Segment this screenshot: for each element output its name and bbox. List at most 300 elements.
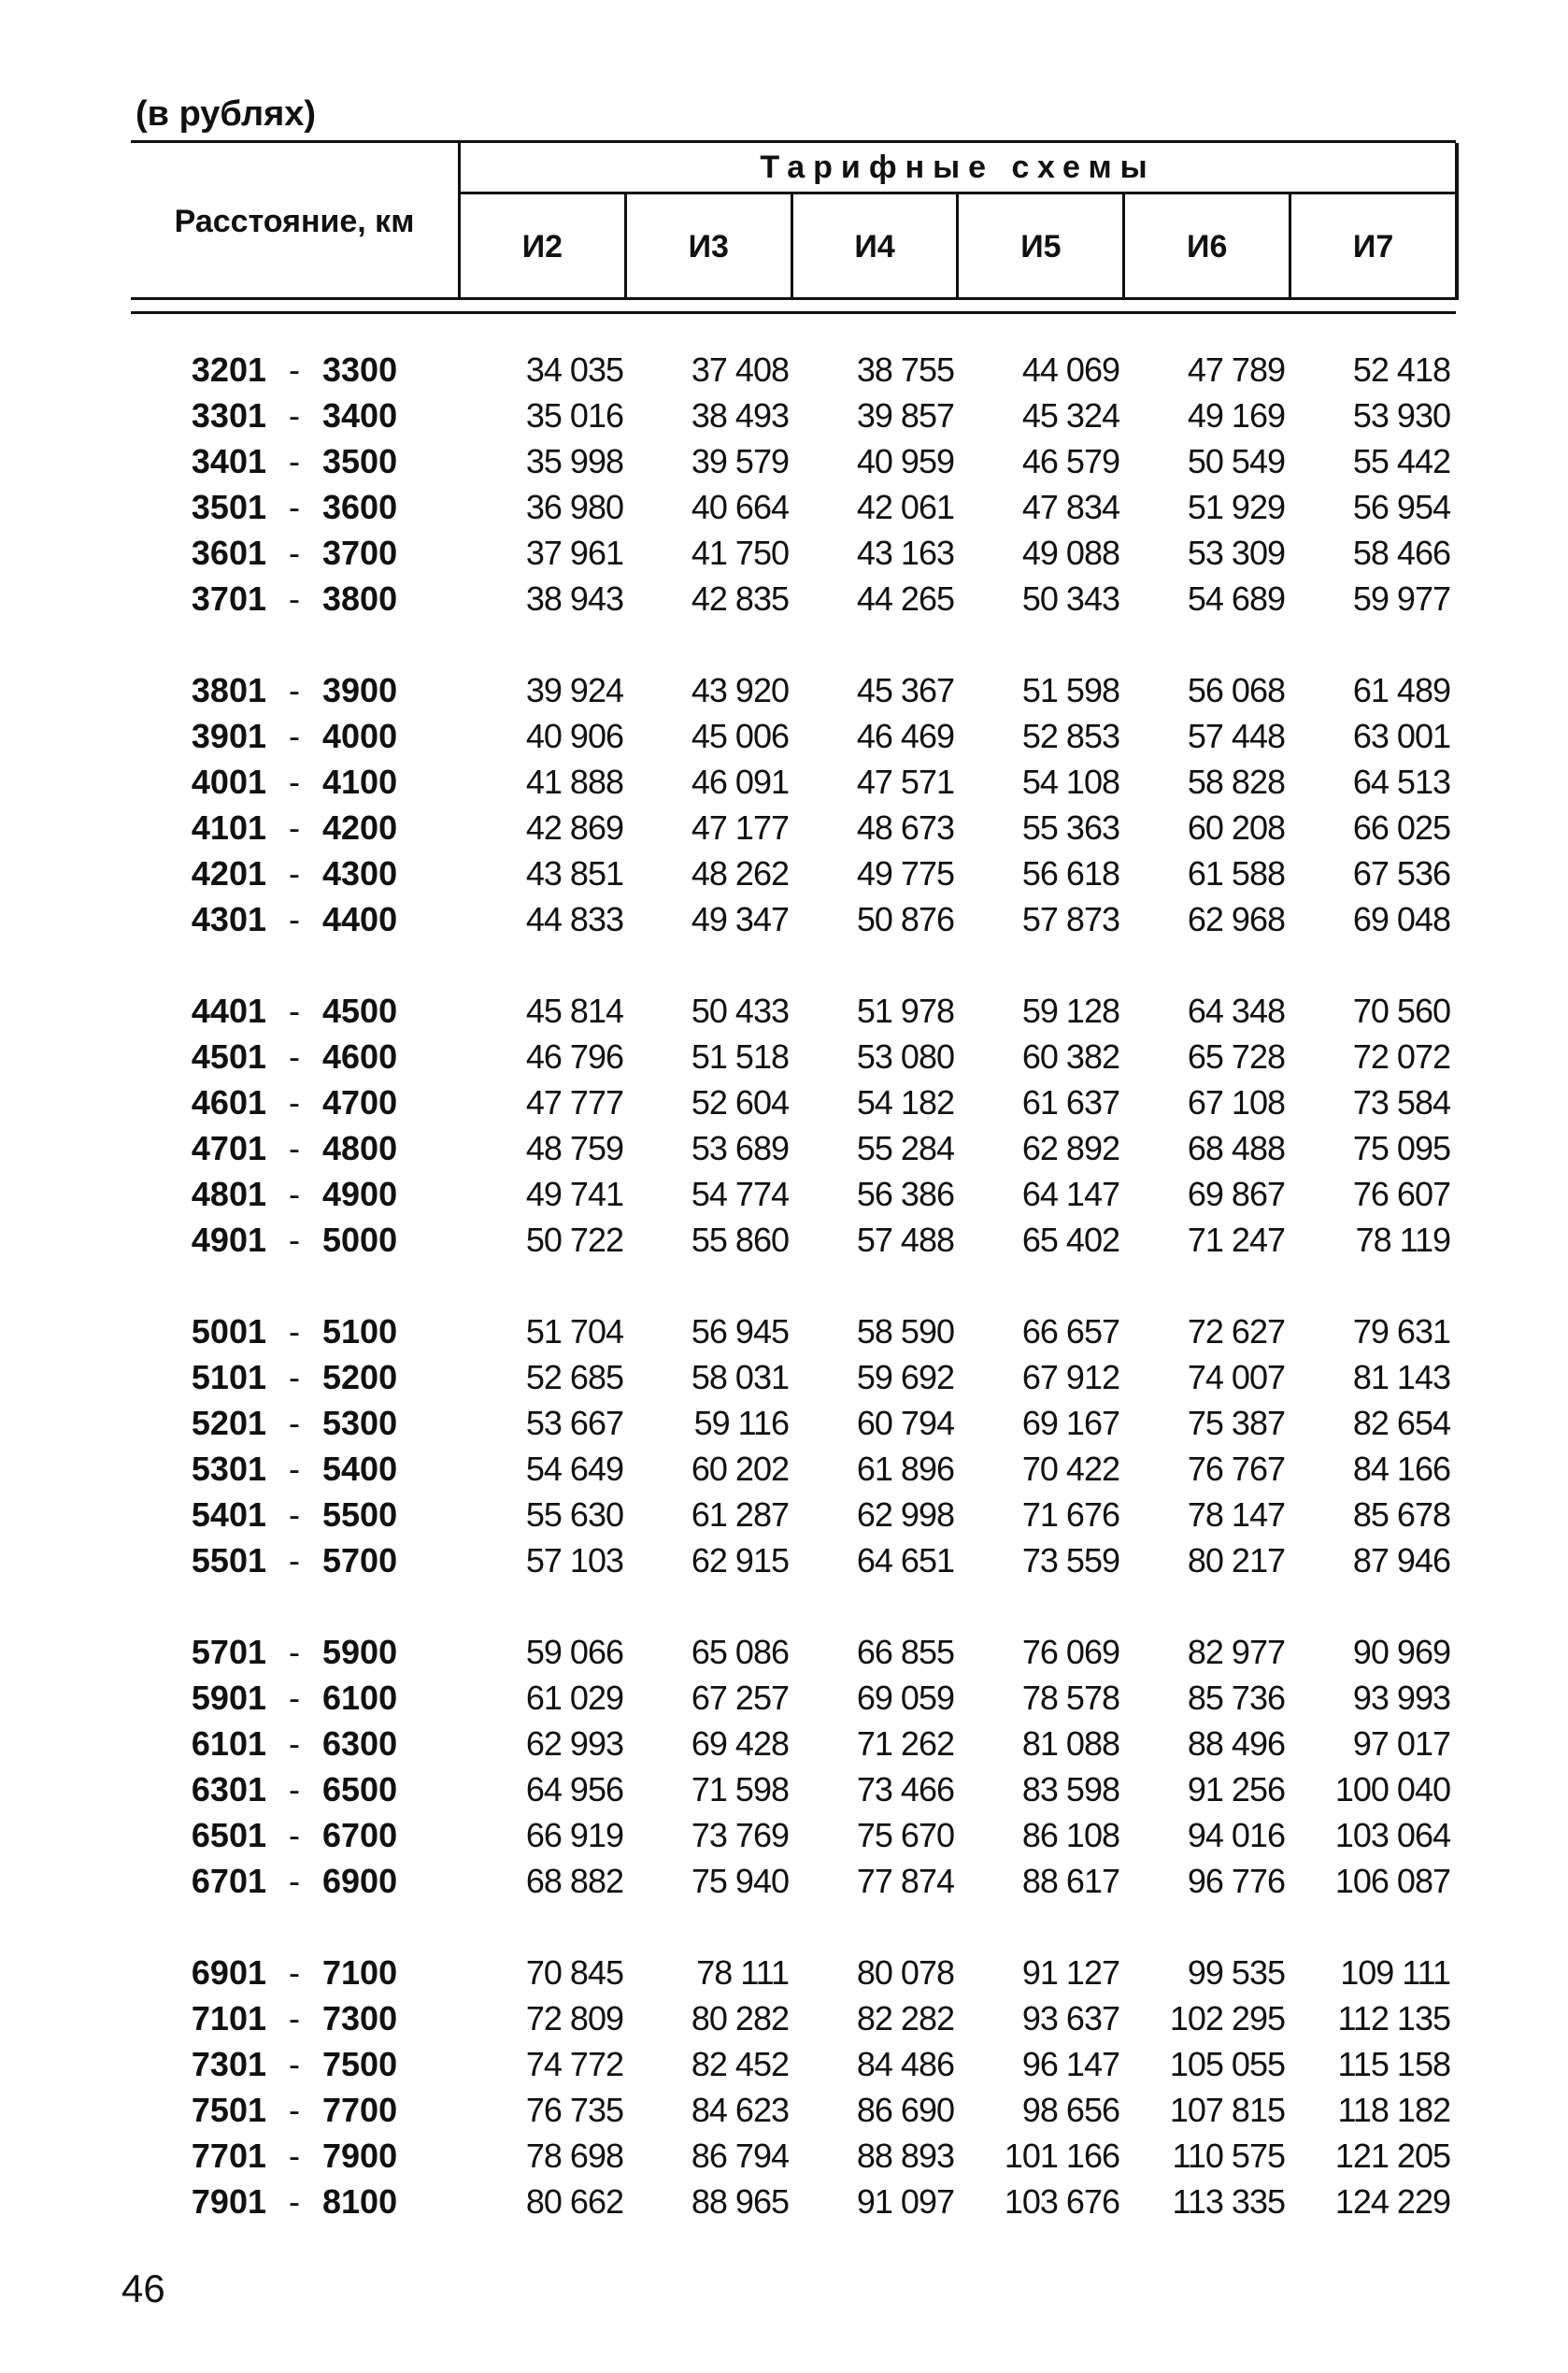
tariff-value-cell: 39 924 bbox=[525, 670, 623, 709]
row-group bbox=[131, 988, 1456, 1263]
range-to: 5700 bbox=[322, 1540, 398, 1580]
tariff-value-cell: 67 912 bbox=[1021, 1357, 1119, 1396]
range-to: 5200 bbox=[322, 1357, 398, 1396]
range-dash: - bbox=[289, 853, 300, 893]
distance-range bbox=[131, 1816, 458, 1855]
range-from: 6301 bbox=[191, 1769, 266, 1808]
table-row bbox=[131, 1492, 1456, 1537]
tariff-value-cell: 50 433 bbox=[691, 991, 789, 1030]
tariff-value-cell: 53 689 bbox=[691, 1128, 789, 1167]
tariff-value-cell: 62 998 bbox=[856, 1494, 954, 1534]
distance-range bbox=[131, 1404, 458, 1443]
tariff-value-cell: 63 001 bbox=[1352, 716, 1450, 755]
tariff-value-cell: 109 111 bbox=[1340, 1952, 1450, 1992]
tariff-value-cell: 54 774 bbox=[691, 1174, 789, 1213]
tariff-value-cell: 60 794 bbox=[856, 1403, 954, 1442]
range-from: 4401 bbox=[191, 991, 266, 1030]
tariff-value-cell: 59 066 bbox=[525, 1632, 623, 1671]
tariff-value-cell: 35 998 bbox=[525, 441, 623, 480]
tariff-value-cell: 48 759 bbox=[525, 1128, 623, 1167]
tariff-value-cell: 75 387 bbox=[1187, 1403, 1285, 1442]
range-from: 4501 bbox=[191, 1036, 266, 1076]
table-row bbox=[131, 347, 1456, 393]
range-dash: - bbox=[289, 1036, 300, 1076]
tariff-value-cell: 50 549 bbox=[1187, 441, 1285, 480]
tariff-value-cell: 71 598 bbox=[691, 1769, 789, 1808]
range-dash: - bbox=[289, 1723, 300, 1763]
tariff-value-cell: 43 851 bbox=[525, 853, 623, 893]
tariff-value-cell: 81 088 bbox=[1021, 1723, 1119, 1763]
row-group bbox=[131, 347, 1456, 622]
distance-range bbox=[131, 1953, 458, 1993]
table-row bbox=[131, 1354, 1456, 1400]
tariff-value-cell: 84 486 bbox=[856, 2044, 954, 2083]
tariff-value-cell: 61 489 bbox=[1352, 670, 1450, 709]
range-from: 3401 bbox=[191, 441, 266, 480]
range-to: 6500 bbox=[322, 1769, 398, 1808]
range-from: 4801 bbox=[191, 1174, 266, 1213]
table-row bbox=[131, 759, 1456, 805]
header-double-rule bbox=[131, 297, 1456, 314]
column-header-i4: И4 bbox=[791, 194, 957, 300]
table-row bbox=[131, 438, 1456, 484]
range-from: 3601 bbox=[191, 533, 266, 572]
tariff-value-cell: 72 072 bbox=[1352, 1036, 1450, 1076]
table-row bbox=[131, 576, 1456, 622]
tariff-value-cell: 121 205 bbox=[1334, 2136, 1450, 2175]
tariff-value-cell: 53 667 bbox=[525, 1403, 623, 1442]
row-group bbox=[131, 1629, 1456, 1904]
tariff-table-body bbox=[131, 347, 1456, 2270]
tariff-value-cell: 36 980 bbox=[525, 487, 623, 526]
tariff-value-cell: 86 108 bbox=[1021, 1815, 1119, 1854]
table-row bbox=[131, 1217, 1456, 1263]
tariff-value-cell: 64 147 bbox=[1021, 1174, 1119, 1213]
distance-range bbox=[131, 534, 458, 573]
distance-range bbox=[131, 1862, 458, 1901]
tariff-value-cell: 52 418 bbox=[1352, 350, 1450, 389]
tariff-value-cell: 54 108 bbox=[1021, 762, 1119, 801]
column-header-i5: И5 bbox=[956, 194, 1122, 300]
tariff-value-cell: 74 772 bbox=[525, 2044, 623, 2083]
range-to: 4200 bbox=[322, 808, 398, 847]
distance-range bbox=[131, 2045, 458, 2084]
range-dash: - bbox=[289, 1769, 300, 1808]
tariff-value-cell: 96 776 bbox=[1187, 1861, 1285, 1900]
range-dash: - bbox=[289, 579, 300, 618]
tariff-value-cell: 66 025 bbox=[1352, 808, 1450, 847]
tariff-value-cell: 64 513 bbox=[1352, 762, 1450, 801]
tariff-value-cell: 66 919 bbox=[525, 1815, 623, 1854]
tariff-value-cell: 65 402 bbox=[1021, 1220, 1119, 1259]
tariff-value-cell: 54 689 bbox=[1187, 579, 1285, 618]
range-dash: - bbox=[289, 808, 300, 847]
tariff-value-cell: 55 630 bbox=[525, 1494, 623, 1534]
tariff-value-cell: 85 736 bbox=[1187, 1678, 1285, 1717]
tariff-value-cell: 78 111 bbox=[696, 1952, 789, 1992]
distance-range bbox=[131, 442, 458, 481]
tariff-value-cell: 83 598 bbox=[1021, 1769, 1119, 1808]
tariff-value-cell: 49 347 bbox=[691, 899, 789, 938]
tariff-value-cell: 48 673 bbox=[856, 808, 954, 847]
tariff-value-cell: 78 578 bbox=[1021, 1678, 1119, 1717]
tariff-value-cell: 55 284 bbox=[856, 1128, 954, 1167]
tariff-value-cell: 52 604 bbox=[691, 1082, 789, 1122]
tariff-value-cell: 93 637 bbox=[1021, 1998, 1119, 2037]
tariff-value-cell: 38 943 bbox=[525, 579, 623, 618]
tariff-value-cell: 47 789 bbox=[1187, 350, 1285, 389]
tariff-value-cell: 56 386 bbox=[856, 1174, 954, 1213]
distance-range bbox=[131, 2182, 458, 2222]
range-from: 4001 bbox=[191, 762, 266, 801]
tariff-value-cell: 49 741 bbox=[525, 1174, 623, 1213]
tariff-value-cell: 58 466 bbox=[1352, 533, 1450, 572]
tariff-value-cell: 72 627 bbox=[1187, 1311, 1285, 1351]
range-to: 5000 bbox=[322, 1220, 398, 1259]
range-to: 6100 bbox=[322, 1678, 398, 1717]
tariff-value-cell: 43 920 bbox=[691, 670, 789, 709]
tariff-value-cell: 88 496 bbox=[1187, 1723, 1285, 1763]
table-row bbox=[131, 1034, 1456, 1079]
table-row bbox=[131, 2041, 1456, 2087]
range-to: 7900 bbox=[322, 2136, 398, 2175]
tariff-value-cell: 112 135 bbox=[1337, 1998, 1450, 2037]
tariff-value-cell: 38 755 bbox=[856, 350, 954, 389]
range-from: 6901 bbox=[191, 1952, 266, 1992]
tariff-value-cell: 61 029 bbox=[525, 1678, 623, 1717]
range-from: 4301 bbox=[191, 899, 266, 938]
tariff-value-cell: 62 915 bbox=[691, 1540, 789, 1580]
tariff-value-cell: 39 579 bbox=[691, 441, 789, 480]
range-dash: - bbox=[289, 2136, 300, 2175]
tariff-value-cell: 67 108 bbox=[1187, 1082, 1285, 1122]
tariff-value-cell: 56 068 bbox=[1187, 670, 1285, 709]
tariff-value-cell: 67 536 bbox=[1352, 853, 1450, 893]
tariff-value-cell: 66 855 bbox=[856, 1632, 954, 1671]
tariff-value-cell: 46 796 bbox=[525, 1036, 623, 1076]
tariff-value-cell: 53 309 bbox=[1187, 533, 1285, 572]
range-to: 7500 bbox=[322, 2044, 398, 2083]
tariff-value-cell: 50 343 bbox=[1021, 579, 1119, 618]
tariff-value-cell: 76 735 bbox=[525, 2090, 623, 2129]
range-from: 5101 bbox=[191, 1357, 266, 1396]
table-row bbox=[131, 1079, 1456, 1125]
range-from: 5201 bbox=[191, 1403, 266, 1442]
range-dash: - bbox=[289, 1311, 300, 1351]
tariff-value-cell: 37 408 bbox=[691, 350, 789, 389]
tariff-value-cell: 46 469 bbox=[856, 716, 954, 755]
range-dash: - bbox=[289, 1632, 300, 1671]
range-dash: - bbox=[289, 1357, 300, 1396]
tariff-value-cell: 87 946 bbox=[1352, 1540, 1450, 1580]
column-header-i2: И2 bbox=[521, 229, 563, 264]
range-dash: - bbox=[289, 350, 300, 389]
table-row bbox=[131, 1308, 1456, 1354]
tariff-value-cell: 61 287 bbox=[691, 1494, 789, 1534]
tariff-value-cell: 66 657 bbox=[1021, 1311, 1119, 1351]
range-to: 4500 bbox=[322, 991, 398, 1030]
range-dash: - bbox=[289, 1678, 300, 1717]
range-dash: - bbox=[289, 395, 300, 435]
tariff-value-cell: 58 031 bbox=[691, 1357, 789, 1396]
range-to: 3900 bbox=[322, 670, 398, 709]
tariff-value-cell: 47 834 bbox=[1021, 487, 1119, 526]
range-to: 3700 bbox=[322, 533, 398, 572]
tariff-value-cell: 84 623 bbox=[691, 2090, 789, 2129]
tariff-value-cell: 40 906 bbox=[525, 716, 623, 755]
range-dash: - bbox=[289, 1449, 300, 1488]
tariff-value-cell: 88 893 bbox=[856, 2136, 954, 2175]
tariff-value-cell: 80 217 bbox=[1187, 1540, 1285, 1580]
range-from: 6701 bbox=[191, 1861, 266, 1900]
range-from: 5501 bbox=[191, 1540, 266, 1580]
tariff-value-cell: 73 769 bbox=[691, 1815, 789, 1854]
tariff-value-cell: 46 579 bbox=[1021, 441, 1119, 480]
tariff-value-cell: 80 078 bbox=[856, 1952, 954, 1992]
range-to: 3400 bbox=[322, 395, 398, 435]
tariff-value-cell: 82 282 bbox=[856, 1998, 954, 2037]
distance-range bbox=[131, 854, 458, 893]
range-to: 5100 bbox=[322, 1311, 398, 1351]
distance-range bbox=[131, 1541, 458, 1580]
tariff-value-cell: 75 940 bbox=[691, 1861, 789, 1900]
range-dash: - bbox=[289, 670, 300, 709]
tariff-value-cell: 93 993 bbox=[1352, 1678, 1450, 1717]
range-to: 4300 bbox=[322, 853, 398, 893]
range-to: 5500 bbox=[322, 1494, 398, 1534]
tariff-value-cell: 85 678 bbox=[1352, 1494, 1450, 1534]
distance-range bbox=[131, 1175, 458, 1214]
tariff-value-cell: 90 969 bbox=[1352, 1632, 1450, 1671]
range-from: 3701 bbox=[191, 579, 266, 618]
tariff-value-cell: 62 993 bbox=[525, 1723, 623, 1763]
tariff-value-cell: 50 876 bbox=[856, 899, 954, 938]
tariff-value-cell: 82 977 bbox=[1187, 1632, 1285, 1671]
tariff-value-cell: 82 654 bbox=[1352, 1403, 1450, 1442]
tariff-value-cell: 80 662 bbox=[525, 2181, 623, 2221]
distance-range bbox=[131, 1358, 458, 1397]
tariff-value-cell: 58 590 bbox=[856, 1311, 954, 1351]
tariff-value-cell: 77 874 bbox=[856, 1861, 954, 1900]
tariff-value-cell: 96 147 bbox=[1021, 2044, 1119, 2083]
distance-range bbox=[131, 1450, 458, 1489]
table-row bbox=[131, 988, 1456, 1034]
range-dash: - bbox=[289, 1220, 300, 1259]
row-group bbox=[131, 1308, 1456, 1583]
tariff-value-cell: 57 488 bbox=[856, 1220, 954, 1259]
range-dash: - bbox=[289, 1952, 300, 1992]
tariff-schemes-title: Тарифные схемы bbox=[461, 143, 1455, 194]
tariff-value-cell: 69 167 bbox=[1021, 1403, 1119, 1442]
tariff-value-cell: 69 048 bbox=[1352, 899, 1450, 938]
tariff-value-cell: 57 103 bbox=[525, 1540, 623, 1580]
distance-range bbox=[131, 671, 458, 710]
range-dash: - bbox=[289, 991, 300, 1030]
distance-range bbox=[131, 1129, 458, 1168]
table-row bbox=[131, 1675, 1456, 1721]
range-to: 7100 bbox=[322, 1952, 398, 1992]
tariff-value-cell: 52 853 bbox=[1021, 716, 1119, 755]
tariff-value-cell: 40 664 bbox=[691, 487, 789, 526]
tariff-value-cell: 74 007 bbox=[1187, 1357, 1285, 1396]
tariff-value-cell: 71 247 bbox=[1187, 1220, 1285, 1259]
tariff-value-cell: 102 295 bbox=[1169, 1998, 1285, 2037]
tariff-value-cell: 70 560 bbox=[1352, 991, 1450, 1030]
tariff-value-cell: 54 182 bbox=[856, 1082, 954, 1122]
tariff-value-cell: 118 182 bbox=[1337, 2090, 1450, 2129]
scheme-column-headers bbox=[461, 194, 1455, 300]
range-from: 7301 bbox=[191, 2044, 266, 2083]
tariff-value-cell: 43 163 bbox=[856, 533, 954, 572]
tariff-value-cell: 45 324 bbox=[1021, 395, 1119, 435]
distance-range bbox=[131, 1037, 458, 1077]
range-to: 4600 bbox=[322, 1036, 398, 1076]
table-row bbox=[131, 667, 1456, 713]
tariff-value-cell: 39 857 bbox=[856, 395, 954, 435]
distance-range bbox=[131, 717, 458, 756]
tariff-value-cell: 59 977 bbox=[1352, 579, 1450, 618]
table-row bbox=[131, 1812, 1456, 1858]
tariff-value-cell: 69 428 bbox=[691, 1723, 789, 1763]
tariff-value-cell: 51 929 bbox=[1187, 487, 1285, 526]
distance-range bbox=[131, 992, 458, 1031]
range-to: 7700 bbox=[322, 2090, 398, 2129]
range-dash: - bbox=[289, 716, 300, 755]
range-from: 5901 bbox=[191, 1678, 266, 1717]
range-dash: - bbox=[289, 1998, 300, 2037]
range-to: 3500 bbox=[322, 441, 398, 480]
tariff-value-cell: 98 656 bbox=[1021, 2090, 1119, 2129]
tariff-value-cell: 91 127 bbox=[1021, 1952, 1119, 1992]
tariff-value-cell: 91 256 bbox=[1187, 1769, 1285, 1808]
tariff-value-cell: 99 535 bbox=[1187, 1952, 1285, 1992]
tariff-value-cell: 75 670 bbox=[856, 1815, 954, 1854]
range-dash: - bbox=[289, 1861, 300, 1900]
table-row bbox=[131, 2133, 1456, 2179]
tariff-value-cell: 68 488 bbox=[1187, 1128, 1285, 1167]
range-to: 8100 bbox=[322, 2181, 398, 2221]
range-from: 3201 bbox=[191, 350, 266, 389]
range-dash: - bbox=[289, 899, 300, 938]
range-dash: - bbox=[289, 2044, 300, 2083]
distance-range bbox=[131, 2137, 458, 2176]
table-row bbox=[131, 1858, 1456, 1904]
tariff-value-cell: 54 649 bbox=[525, 1449, 623, 1488]
range-to: 5400 bbox=[322, 1449, 398, 1488]
tariff-value-cell: 67 257 bbox=[691, 1678, 789, 1717]
column-header-i3: И3 bbox=[624, 194, 791, 300]
tariff-value-cell: 49 169 bbox=[1187, 395, 1285, 435]
tariff-value-cell: 113 335 bbox=[1172, 2181, 1285, 2221]
distance-range bbox=[131, 1312, 458, 1351]
tariff-value-cell: 79 631 bbox=[1352, 1311, 1450, 1351]
tariff-value-cell: 80 282 bbox=[691, 1998, 789, 2037]
tariff-value-cell: 42 835 bbox=[691, 579, 789, 618]
range-dash: - bbox=[289, 441, 300, 480]
range-to: 6700 bbox=[322, 1815, 398, 1854]
tariff-value-cell: 47 777 bbox=[525, 1082, 623, 1122]
distance-range bbox=[131, 1633, 458, 1672]
tariff-value-cell: 100 040 bbox=[1334, 1769, 1450, 1808]
range-dash: - bbox=[289, 2090, 300, 2129]
tariff-value-cell: 78 698 bbox=[525, 2136, 623, 2175]
tariff-value-cell: 45 814 bbox=[525, 991, 623, 1030]
tariff-value-cell: 41 888 bbox=[525, 762, 623, 801]
tariff-value-cell: 106 087 bbox=[1334, 1861, 1450, 1900]
range-dash: - bbox=[289, 533, 300, 572]
tariff-value-cell: 53 930 bbox=[1352, 395, 1450, 435]
range-from: 4201 bbox=[191, 853, 266, 893]
tariff-schemes-header bbox=[458, 143, 1459, 300]
tariff-value-cell: 50 722 bbox=[525, 1220, 623, 1259]
tariff-value-cell: 103 064 bbox=[1334, 1815, 1450, 1854]
distance-range bbox=[131, 1221, 458, 1260]
range-dash: - bbox=[289, 762, 300, 801]
row-group bbox=[131, 1950, 1456, 2224]
tariff-value-cell: 71 262 bbox=[856, 1723, 954, 1763]
tariff-value-cell: 97 017 bbox=[1352, 1723, 1450, 1763]
range-dash: - bbox=[289, 1540, 300, 1580]
tariff-value-cell: 72 809 bbox=[525, 1998, 623, 2037]
tariff-value-cell: 35 016 bbox=[525, 395, 623, 435]
range-from: 4901 bbox=[191, 1220, 266, 1259]
range-to: 3300 bbox=[322, 350, 398, 389]
tariff-value-cell: 52 685 bbox=[525, 1357, 623, 1396]
tariff-value-cell: 56 945 bbox=[691, 1311, 789, 1351]
tariff-value-cell: 53 080 bbox=[856, 1036, 954, 1076]
tariff-value-cell: 115 158 bbox=[1337, 2044, 1450, 2083]
range-from: 6101 bbox=[191, 1723, 266, 1763]
table-row bbox=[131, 1125, 1456, 1171]
table-row bbox=[131, 1446, 1456, 1492]
tariff-value-cell: 41 750 bbox=[691, 533, 789, 572]
table-row bbox=[131, 896, 1456, 942]
tariff-value-cell: 57 873 bbox=[1021, 899, 1119, 938]
tariff-value-cell: 73 559 bbox=[1021, 1540, 1119, 1580]
tariff-value-cell: 44 265 bbox=[856, 579, 954, 618]
table-header bbox=[131, 140, 1456, 302]
tariff-value-cell: 107 815 bbox=[1169, 2090, 1285, 2129]
range-from: 5401 bbox=[191, 1494, 266, 1534]
range-from: 3801 bbox=[191, 670, 266, 709]
tariff-value-cell: 94 016 bbox=[1187, 1815, 1285, 1854]
tariff-value-cell: 51 518 bbox=[691, 1036, 789, 1076]
range-from: 5701 bbox=[191, 1632, 266, 1671]
tariff-value-cell: 57 448 bbox=[1187, 716, 1285, 755]
range-to: 4800 bbox=[322, 1128, 398, 1167]
table-row bbox=[131, 805, 1456, 851]
column-header-i7: И7 bbox=[1289, 194, 1455, 300]
table-row bbox=[131, 1766, 1456, 1812]
range-from: 4601 bbox=[191, 1082, 266, 1122]
tariff-value-cell: 51 598 bbox=[1021, 670, 1119, 709]
table-row bbox=[131, 851, 1456, 896]
tariff-value-cell: 34 035 bbox=[525, 350, 623, 389]
range-from: 3501 bbox=[191, 487, 266, 526]
table-row bbox=[131, 530, 1456, 576]
tariff-value-cell: 101 166 bbox=[1004, 2136, 1119, 2175]
range-from: 7701 bbox=[191, 2136, 266, 2175]
column-header-i6: И6 bbox=[1122, 194, 1289, 300]
tariff-value-cell: 58 828 bbox=[1187, 762, 1285, 801]
range-to: 5900 bbox=[322, 1632, 398, 1671]
distance-range bbox=[131, 763, 458, 802]
tariff-value-cell: 45 006 bbox=[691, 716, 789, 755]
tariff-value-cell: 110 575 bbox=[1172, 2136, 1285, 2175]
tariff-value-cell: 55 363 bbox=[1021, 808, 1119, 847]
distance-range bbox=[131, 1999, 458, 2038]
table-row bbox=[131, 1721, 1456, 1766]
